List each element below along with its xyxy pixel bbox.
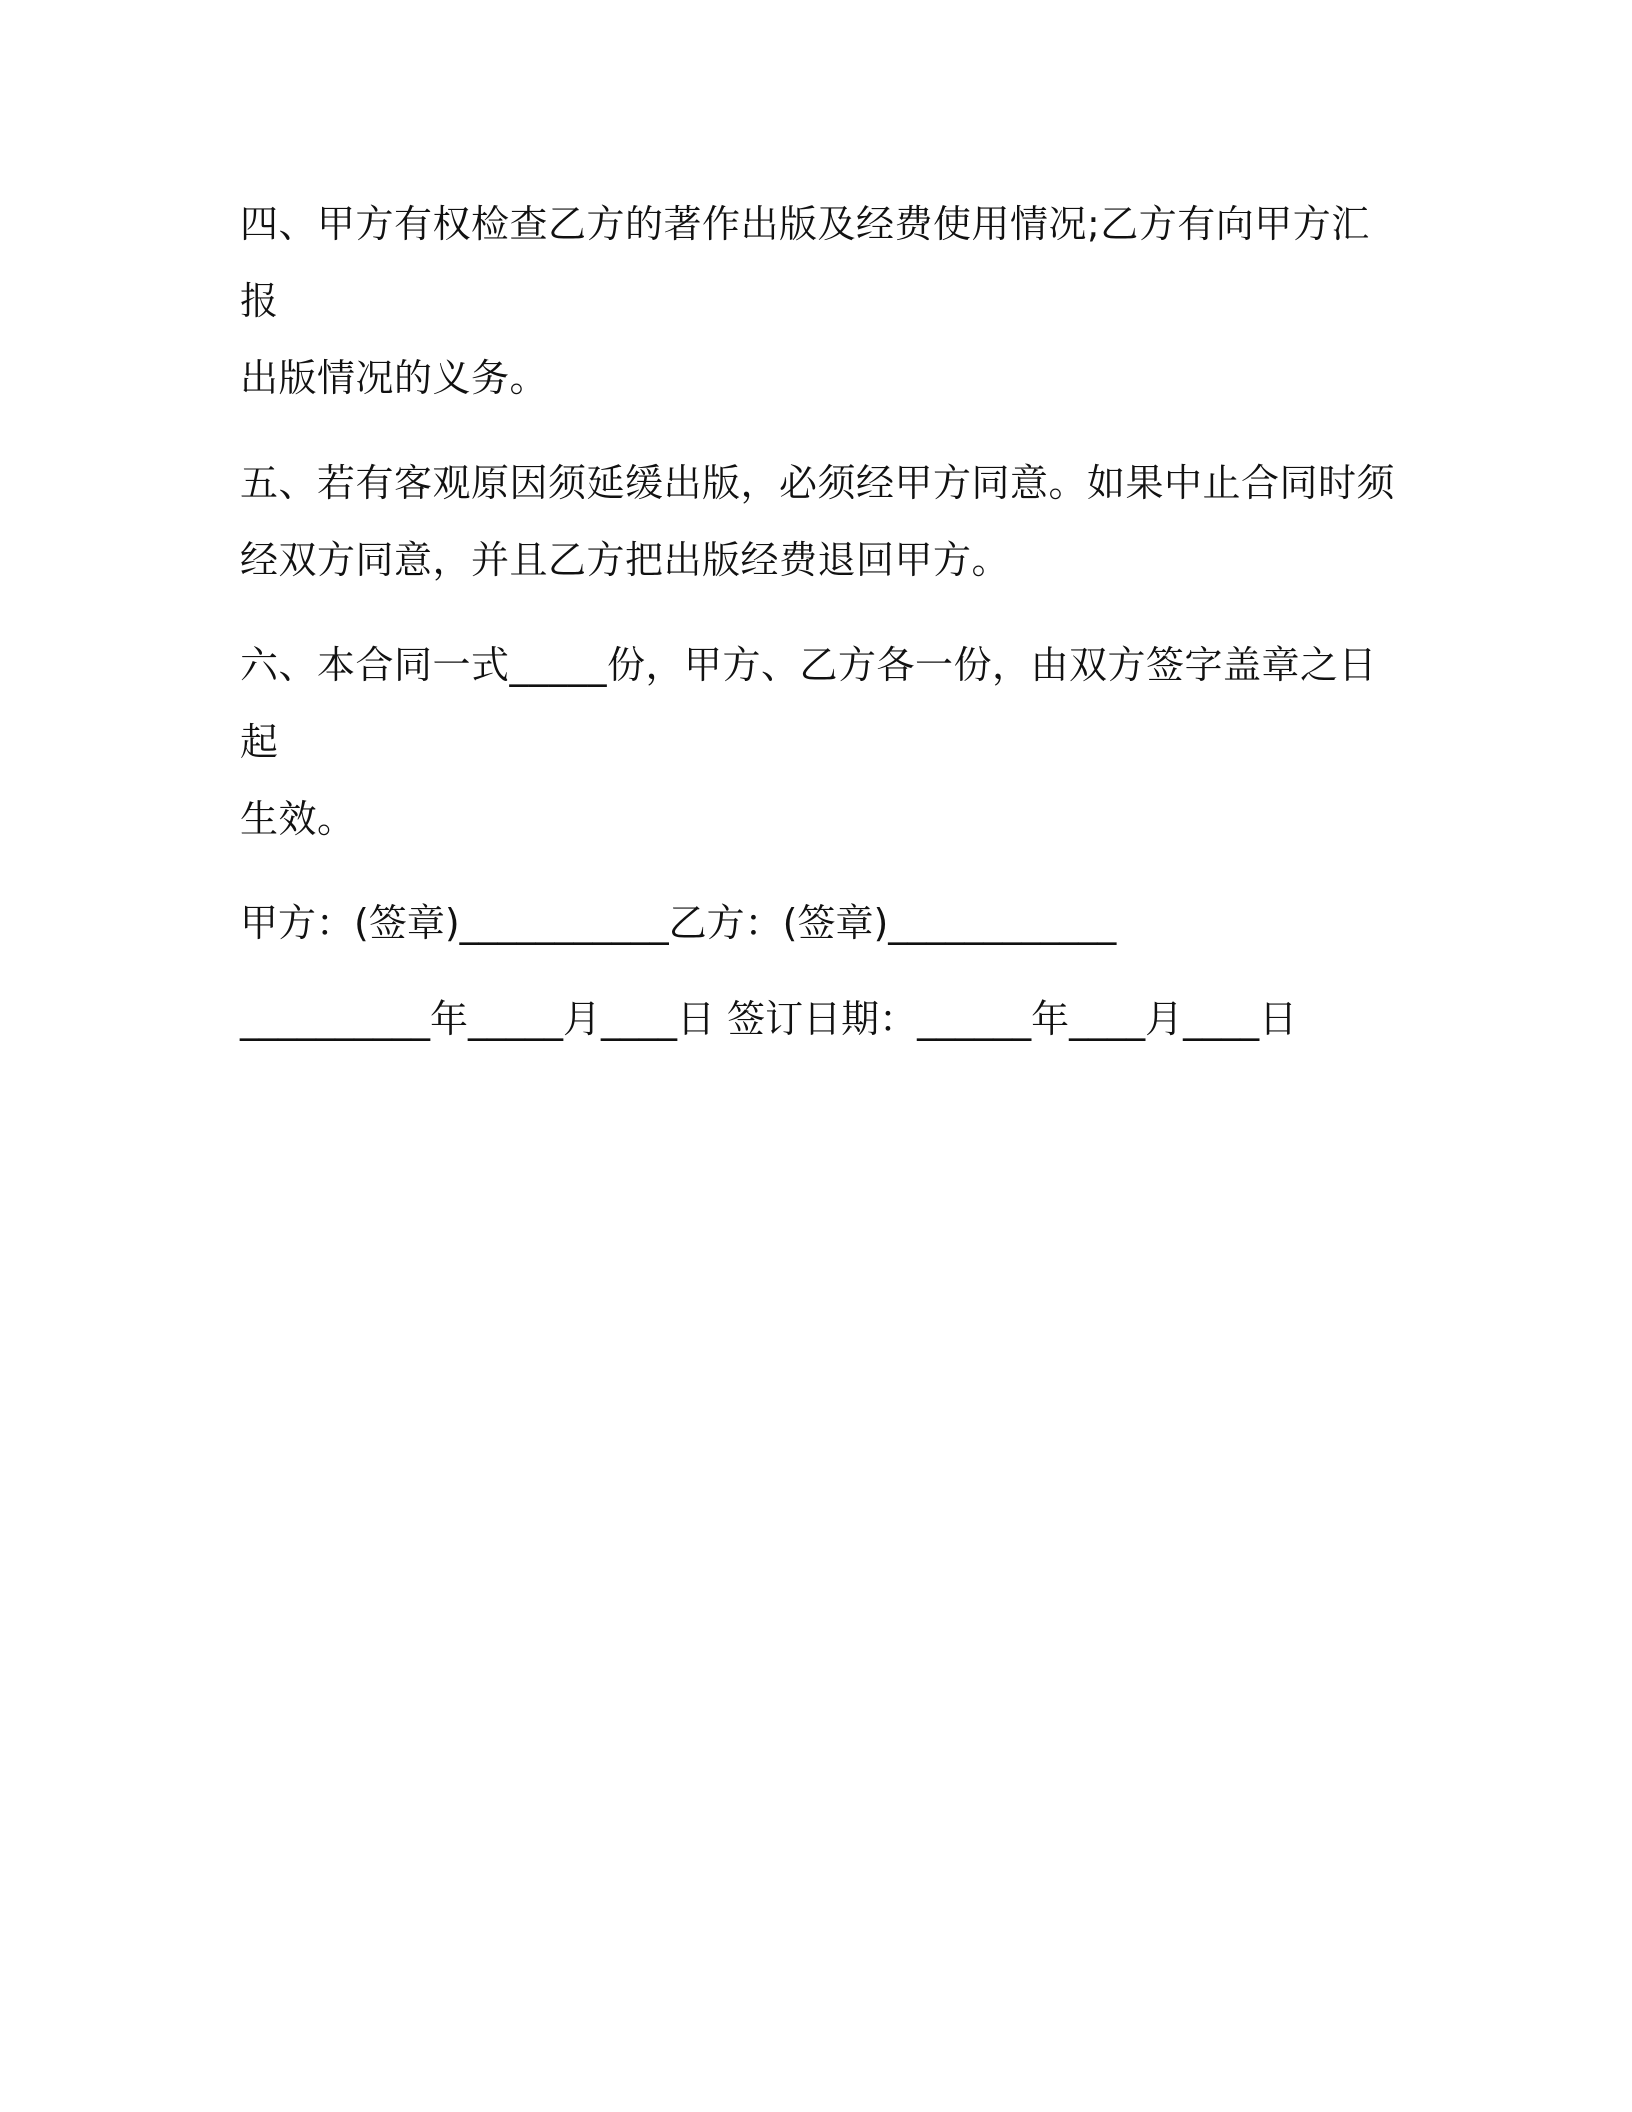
clause-six-line-2: 生效。 (240, 797, 356, 841)
date-line: __________年_____月____日 签订日期：______年____月____日 (240, 997, 1298, 1041)
clause-four-line-2: 出版情况的义务。 (240, 356, 549, 400)
clause-six (240, 627, 1400, 858)
clause-five (240, 445, 1400, 599)
clause-six-line-1: 六、本合同一式_____份，甲方、乙方各一份，由双方签字盖章之日起 (240, 643, 1378, 764)
document-body (240, 186, 1400, 1078)
clause-five-line-1: 五、若有客观原因须延缓出版，必须经甲方同意。如果中止合同时须 (240, 461, 1396, 505)
clause-five-line-2: 经双方同意，并且乙方把出版经费退回甲方。 (240, 538, 1011, 582)
signature-line: 甲方：(签章)___________乙方：(签章)____________ (240, 901, 1117, 945)
clause-four (240, 186, 1400, 417)
clause-four-line-1: 四、甲方有权检查乙方的著作出版及经费使用情况;乙方有向甲方汇报 (240, 202, 1370, 323)
